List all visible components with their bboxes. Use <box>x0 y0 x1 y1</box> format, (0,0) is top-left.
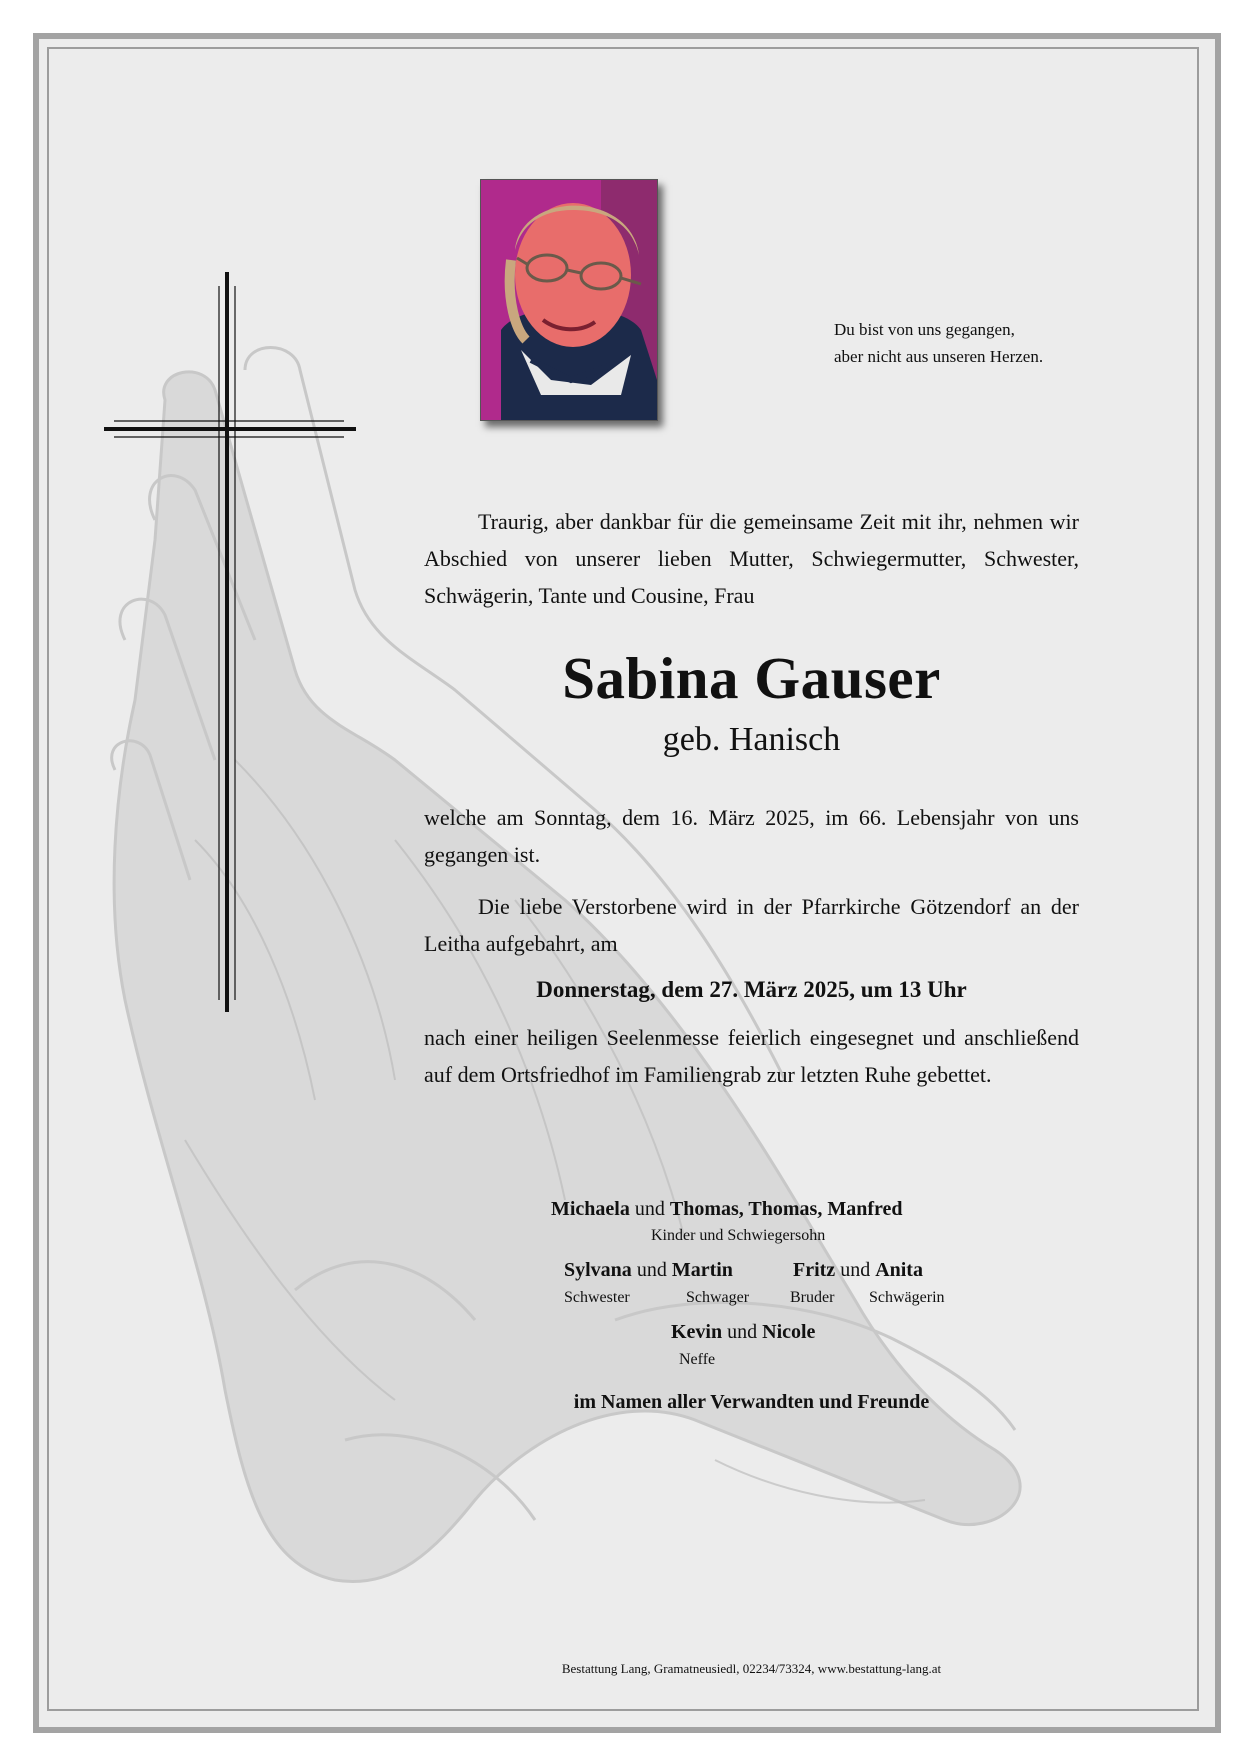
blessing-paragraph: nach einer heiligen Seelenmesse feierlich eingesegnet und anschließend auf dem Ortsfriedhof im Familiengrab zur letzten Ruhe gebettet. <box>424 1025 1079 1087</box>
mourner-name: Martin <box>671 1259 733 1281</box>
laid-out-notice: Die liebe Verstorbene wird in der Pfarrkirche Götzendorf an der Leitha aufgebahrt, am <box>424 894 1079 956</box>
quote-line-2: aber nicht aus unseren Herzen. <box>834 347 1044 366</box>
intro-paragraph: Traurig, aber dankbar für die gemeinsame Zeit mit ihr, nehmen wir Abschied von unserer lieben Mutter, Schwiegermutter, Schwester, Schwägerin, Tante und Cousine, Frau <box>424 509 1079 608</box>
mourner-und: und <box>840 1259 871 1281</box>
footer-funeral-home: Bestattung Lang, Gramatneusiedl, 02234/73324, www.bestattung-lang.at <box>561 1661 942 1676</box>
memorial-quote <box>834 316 1134 370</box>
mourner-group-children <box>551 1195 903 1223</box>
maiden-name: geb. Hanisch <box>662 721 841 758</box>
mourner-role: Kinder und Schwiegersohn <box>651 1227 826 1244</box>
cross-icon <box>100 272 360 1012</box>
portrait-photo <box>480 179 658 421</box>
deceased-name: Sabina Gauser <box>562 645 941 711</box>
mourner-und: und <box>727 1321 758 1343</box>
closing-line: im Namen aller Verwandten und Freunde <box>573 1391 930 1413</box>
mourner-group-nephew <box>671 1318 815 1346</box>
mourner-role: Neffe <box>679 1351 716 1368</box>
funeral-date: Donnerstag, dem 27. März 2025, um 13 Uhr <box>536 977 967 1002</box>
mourner-und: und <box>634 1198 665 1220</box>
mourner-name: Michaela <box>551 1198 630 1220</box>
mourner-group-brother <box>793 1256 923 1284</box>
mourner-role: Schwägerin <box>869 1289 945 1306</box>
mourner-und: und <box>636 1259 667 1281</box>
death-notice: welche am Sonntag, dem 16. März 2025, im 66. Lebensjahr von uns gegangen ist. <box>424 805 1079 867</box>
mourner-name: Kevin <box>671 1321 723 1343</box>
mourner-role: Schwester <box>564 1289 630 1306</box>
mourner-name: Thomas, Thomas, Manfred <box>669 1198 903 1220</box>
mourner-group-sister <box>564 1256 733 1284</box>
mourner-name: Sylvana <box>564 1259 632 1281</box>
mourner-name: Fritz <box>793 1259 836 1281</box>
mourner-name: Nicole <box>762 1321 816 1343</box>
mourner-role: Bruder <box>790 1289 835 1306</box>
mourner-name: Anita <box>875 1259 923 1281</box>
mourner-role: Schwager <box>686 1289 750 1306</box>
quote-line-1: Du bist von uns gegangen, <box>834 320 1015 339</box>
